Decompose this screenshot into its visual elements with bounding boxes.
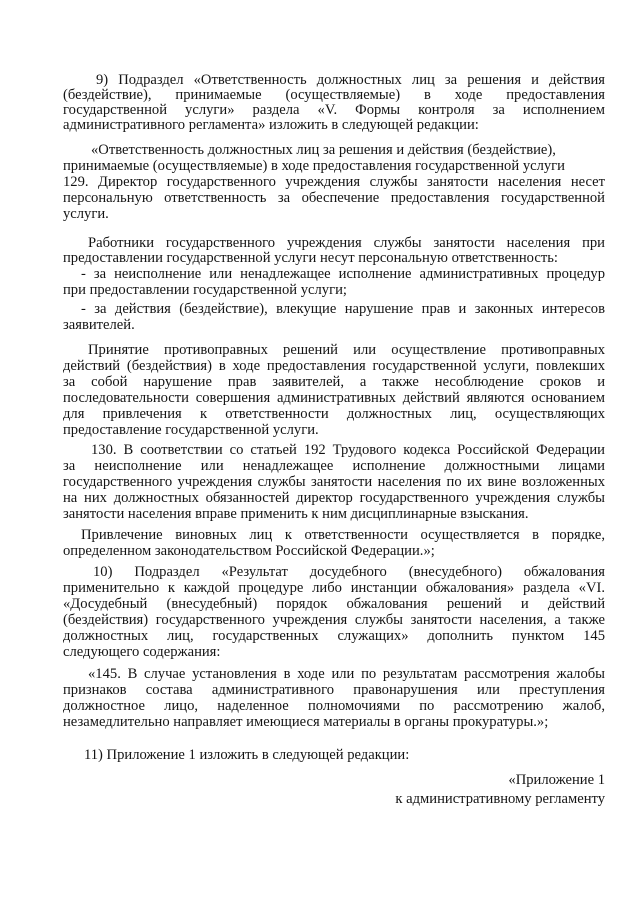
item-130-line-2: за неисполнение или ненадлежащее исполнение должностными лицами [63,458,605,474]
appendix-heading-line-2: к административному регламенту [395,791,605,807]
paragraph-10-line-4: (бездействия) государственного учреждения службы занятости населения, а также [63,612,605,628]
workers-line-6: заявителей. [63,317,135,333]
bringing-line-1: Привлечение виновных лиц к ответственности осуществляется в порядке, [81,527,605,543]
paragraph-9-line-1: 9) Подраздел «Ответственность должностных лиц за решения и действия [96,72,605,88]
item-130-line-1: 130. В соответствии со статьей 192 Трудового кодекса Российской Федерации [91,442,605,458]
acceptance-line-1: Принятие противоправных решений или осуществление противоправных [88,342,605,358]
paragraph-9-line-3: государственной услуги» раздела «V. Формы контроля за исполнением [63,102,605,118]
acceptance-line-5: для привлечения к ответственности должностных лиц, осуществляющих [63,406,605,422]
item-129-line-2: персональную ответственность за обеспечение предоставления государственной [63,190,605,206]
appendix-heading-line-1: «Приложение 1 [508,772,605,788]
bringing-line-2: определенном законодательством Российской Федерации.»; [63,543,435,559]
item-130-line-3: государственного учреждения службы занятости населения по их вине возложенных [63,474,605,490]
item-145-line-4: незамедлительно направляет имеющиеся материалы в органы прокуратуры.»; [63,714,549,730]
quoted-title-line-2: принимаемые (осуществляемые) в ходе предоставления государственной услуги [63,158,565,174]
paragraph-10-line-3: «Досудебный (внесудебный) порядок обжалования решений и действий [63,596,605,612]
paragraph-10-line-1: 10) Подраздел «Результат досудебного (внесудебного) обжалования [93,564,605,580]
acceptance-line-4: последовательности совершения административных действий являются основанием [63,390,605,406]
item-129-line-1: 129. Директор государственного учреждения службы занятости населения несет [63,174,605,190]
paragraph-10-line-5: должностных лиц, государственных служащих» дополнить пунктом 145 [63,628,605,644]
item-145-line-2: признаков состава административного правонарушения или преступления [63,682,605,698]
workers-line-4: при предоставлении государственной услуги; [63,282,347,298]
item-145-line-1: «145. В случае установления в ходе или по результатам рассмотрения жалобы [88,666,605,682]
item-129-line-3: услуги. [63,206,109,222]
item-130-line-4: на них должностных обязанностей директор государственного учреждения службы [63,490,605,506]
workers-line-3: - за неисполнение или ненадлежащее исполнение административных процедур [81,266,605,282]
item-130-line-5: занятости населения вправе применить к ним дисциплинарные взыскания. [63,506,529,522]
paragraph-9-line-4: административного регламента» изложить в следующей редакции: [63,117,479,133]
acceptance-line-2: действий (бездействия) в ходе предоставления государственной услуги, повлекших [63,358,605,374]
workers-line-2: предоставлении государственной услуги несут персональную ответственность: [63,250,558,266]
workers-line-5: - за действия (бездействие), влекущие нарушение прав и законных интересов [81,301,605,317]
item-145-line-3: должностное лицо, наделенное полномочиями по рассмотрению жалоб, [63,698,605,714]
paragraph-9-line-2: (бездействие), принимаемые (осуществляемые) в ходе предоставления [63,87,605,103]
quoted-title-line-1: «Ответственность должностных лиц за решения и действия (бездействие), [91,142,556,158]
paragraph-10-line-6: следующего содержания: [63,644,221,660]
acceptance-line-6: предоставление государственной услуги. [63,422,319,438]
acceptance-line-3: за собой нарушение прав заявителей, а также несоблюдение сроков и [63,374,605,390]
paragraph-10-line-2: применительно к каждой процедуре либо инстанции обжалования» раздела «VI. [63,580,605,596]
paragraph-11-line-1: 11) Приложение 1 изложить в следующей редакции: [84,747,410,763]
workers-line-1: Работники государственного учреждения службы занятости населения при [88,235,605,251]
